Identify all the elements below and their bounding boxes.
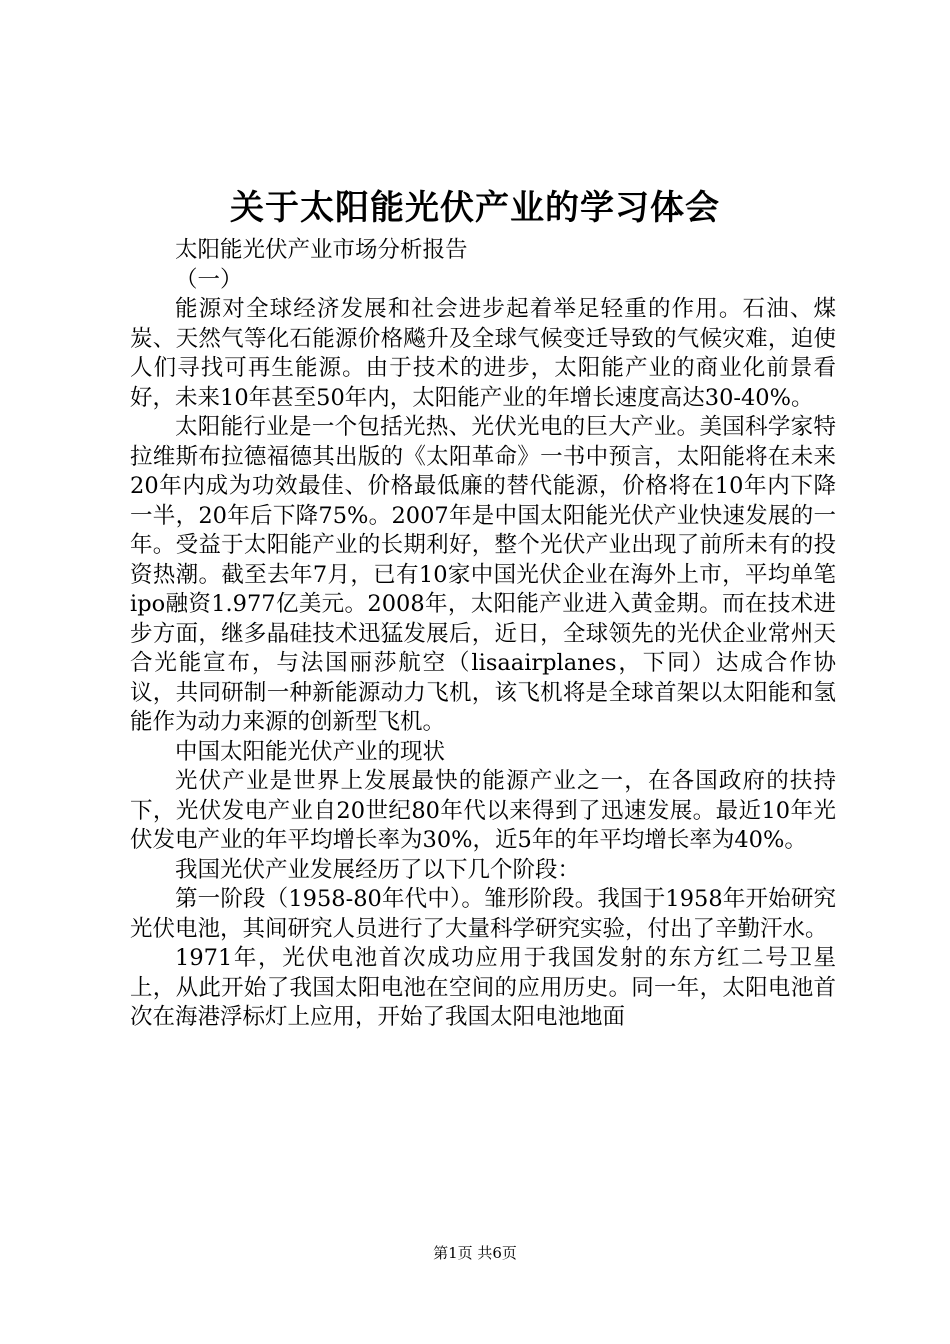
paragraph-stages-intro: 我国光伏产业发展经历了以下几个阶段： xyxy=(175,856,581,883)
paragraph-solar-industry: 太阳能行业是一个包括光热、光伏光电的巨大产业。美国科学家特拉维斯布拉德福德其出版的《太阳革命》一书中预言，太阳能将在未来20年内成为功效最佳、价格最低廉的替代能源，价格将在10年内下降一半，20年后下降75%。2007年是中国太阳能光伏产业快速发展的一年。受益于太阳能产业的长期利好，整个光伏产业出现了前所未有的投资热潮。截至去年7月，已有10家中国光伏企业在海外上市，平均单笔ipo融资1.977亿美元。2008年，太阳能产业进入黄金期。而在技术进步方面，继多晶硅技术迅猛发展后，近日，全球领先的光伏企业常州天合光能宣布，与法国丽莎航空（lisaairplanes，下同）达成合作协议，共同研制一种新能源动力飞机，该飞机将是全球首架以太阳能和氢能作为动力来源的创新型飞机。 xyxy=(130,414,836,735)
paragraph-pv-growth: 光伏产业是世界上发展最快的能源产业之一，在各国政府的扶持下，光伏发电产业自20世纪80年代以来得到了迅速发展。最近10年光伏发电产业的年平均增长率为30%，近5年的年平均增长率为40%。 xyxy=(130,768,836,853)
paragraph-china-status-heading: 中国太阳能光伏产业的现状 xyxy=(175,738,446,765)
paragraph-report-heading: 太阳能光伏产业市场分析报告 xyxy=(175,237,468,263)
paragraph-energy-importance: 能源对全球经济发展和社会进步起着举足轻重的作用。石油、煤炭、天然气等化石能源价格飚升及全球气候变迁导致的气候灾难，迫使人们寻找可再生能源。由于技术的进步，太阳能产业的商业化前景看好，未来10年甚至50年内，太阳能产业的年增长速度高达30-40%。 xyxy=(130,296,836,411)
page-footer: 第1页 共6页 xyxy=(433,1244,517,1262)
paragraph-1971: 1971年，光伏电池首次成功应用于我国发射的东方红二号卫星上，从此开始了我国太阳电池在空间的应用历史。同一年，太阳电池首次在海港浮标灯上应用，开始了我国太阳电池地面 xyxy=(130,945,836,1030)
paragraph-stage-one: 第一阶段（1958-80年代中）。雏形阶段。我国于1958年开始研究光伏电池，其间研究人员进行了大量科学研究实验，付出了辛勤汗水。 xyxy=(130,886,836,942)
document-body xyxy=(130,236,836,1033)
document-title: 关于太阳能光伏产业的学习体会 xyxy=(230,188,720,228)
paragraph-section-number: （一） xyxy=(175,266,243,293)
